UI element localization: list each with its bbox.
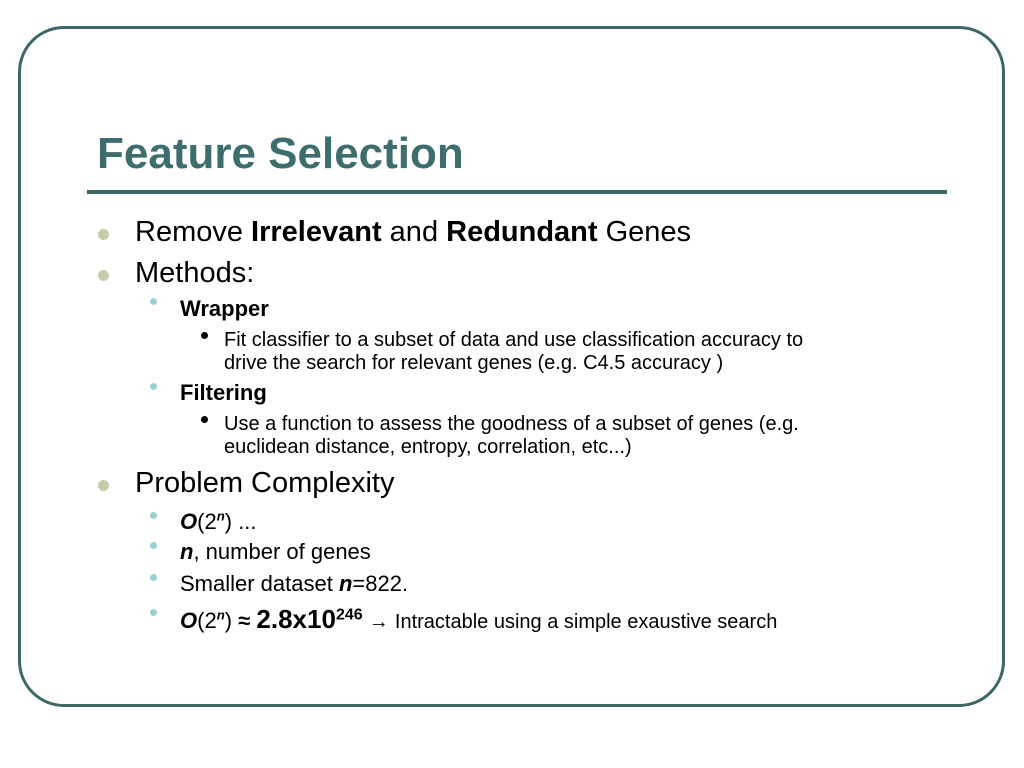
wrapper-desc-line1: Fit classifier to a subset of data and use classification accuracy to: [224, 329, 804, 351]
text-segment: Remove: [135, 216, 252, 248]
exponent-n: n: [216, 607, 225, 623]
approx-symbol: ≈: [238, 608, 251, 633]
bullet-dot: [201, 332, 208, 339]
bullet-dot: [201, 416, 208, 423]
text-segment: Genes: [597, 216, 692, 248]
big-o: O: [180, 608, 198, 633]
bullet-dot: [150, 542, 157, 549]
bullet-wrapper: [180, 296, 269, 322]
text-segment: ): [224, 608, 239, 633]
arrow-icon: →: [368, 611, 389, 633]
title-divider: [87, 190, 947, 194]
bullet-dot: [150, 298, 157, 305]
text-segment: (2: [197, 608, 217, 633]
big-o: O: [180, 509, 198, 534]
bullet-dot: [150, 574, 157, 581]
text-segment: (2: [197, 509, 217, 534]
bullet-dot: [150, 512, 157, 519]
var-n: n: [338, 571, 353, 596]
bullet-complexity: Problem Complexity: [135, 467, 395, 499]
text-segment: =822.: [352, 571, 409, 596]
bold-irrelevant: Irrelevant: [251, 216, 382, 248]
text-segment: Smaller dataset: [180, 571, 339, 596]
big-exponent: 246: [335, 606, 363, 624]
filtering-desc-line2: euclidean distance, entropy, correlation, etc...): [224, 436, 632, 458]
filtering-desc-line1: Use a function to assess the goodness of a subset of genes (e.g.: [224, 413, 799, 435]
filtering-label: Filtering: [180, 380, 267, 405]
var-n: n: [180, 539, 194, 564]
intractable-text: Intractable using a simple exaustive search: [394, 611, 778, 633]
text-segment: , number of genes: [193, 539, 371, 564]
bold-redundant: Redundant: [446, 216, 598, 248]
bullet-dot: [98, 229, 109, 240]
wrapper-desc-line2: drive the search for relevant genes (e.g. C4.5 accuracy ): [224, 352, 724, 374]
complexity-item-3: [180, 571, 408, 597]
bullet-dot: [98, 480, 109, 491]
slide-title: Feature Selection: [97, 129, 464, 178]
exponent-n: n: [216, 508, 225, 524]
bullet-filtering: [180, 380, 267, 406]
bullet-dot: [150, 383, 157, 390]
bullet-remove: [135, 215, 691, 249]
bullet-methods: Methods:: [135, 257, 255, 289]
complexity-item-2: [180, 539, 371, 565]
bullet-dot: [150, 609, 157, 616]
complexity-item-4: [180, 606, 777, 635]
bullet-dot: [98, 270, 109, 281]
wrapper-label: Wrapper: [180, 296, 269, 321]
text-segment: ) ...: [224, 509, 257, 534]
big-number: 2.8x10: [256, 604, 336, 634]
complexity-item-1: [180, 509, 257, 535]
text-segment: and: [381, 216, 447, 248]
